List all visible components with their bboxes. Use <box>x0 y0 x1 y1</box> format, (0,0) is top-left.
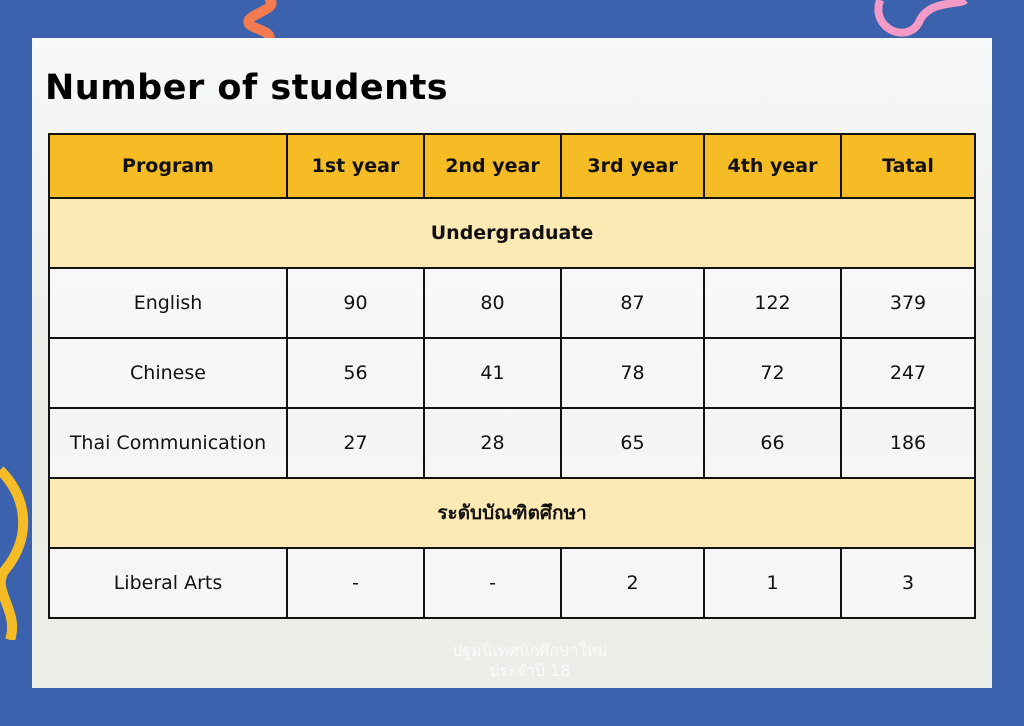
value-cell: 56 <box>287 338 424 408</box>
value-cell: 87 <box>561 268 704 338</box>
value-cell: 27 <box>287 408 424 478</box>
program-cell: Chinese <box>49 338 287 408</box>
value-cell: 78 <box>561 338 704 408</box>
value-cell: - <box>424 548 561 618</box>
section-row-undergraduate <box>49 198 975 268</box>
section-row-graduate <box>49 478 975 548</box>
value-cell: 28 <box>424 408 561 478</box>
watermark-line: ประจำปี 18 <box>489 661 571 680</box>
table-header-row <box>49 134 975 198</box>
students-table <box>48 133 976 619</box>
value-cell: 122 <box>704 268 841 338</box>
watermark-line: ปฐมนิเทศนักศึกษาใหม่ <box>452 641 608 660</box>
header-total: Tatal <box>841 134 975 198</box>
section-label: Undergraduate <box>49 198 975 268</box>
table-row <box>49 338 975 408</box>
program-cell: Liberal Arts <box>49 548 287 618</box>
header-year3: 3rd year <box>561 134 704 198</box>
value-cell: 90 <box>287 268 424 338</box>
value-cell: 1 <box>704 548 841 618</box>
table-row <box>49 408 975 478</box>
value-cell: 65 <box>561 408 704 478</box>
table-row <box>49 548 975 618</box>
header-year2: 2nd year <box>424 134 561 198</box>
total-cell: 186 <box>841 408 975 478</box>
total-cell: 3 <box>841 548 975 618</box>
value-cell: - <box>287 548 424 618</box>
background-watermark <box>452 641 608 681</box>
program-cell: English <box>49 268 287 338</box>
value-cell: 41 <box>424 338 561 408</box>
program-cell: Thai Communication <box>49 408 287 478</box>
total-cell: 379 <box>841 268 975 338</box>
table-row <box>49 268 975 338</box>
value-cell: 66 <box>704 408 841 478</box>
total-cell: 247 <box>841 338 975 408</box>
header-program: Program <box>49 134 287 198</box>
section-label: ระดับบัณฑิตศึกษา <box>49 478 975 548</box>
value-cell: 2 <box>561 548 704 618</box>
page-title: Number of students <box>45 68 449 108</box>
value-cell: 80 <box>424 268 561 338</box>
content-card <box>32 38 992 688</box>
header-year1: 1st year <box>287 134 424 198</box>
header-year4: 4th year <box>704 134 841 198</box>
value-cell: 72 <box>704 338 841 408</box>
